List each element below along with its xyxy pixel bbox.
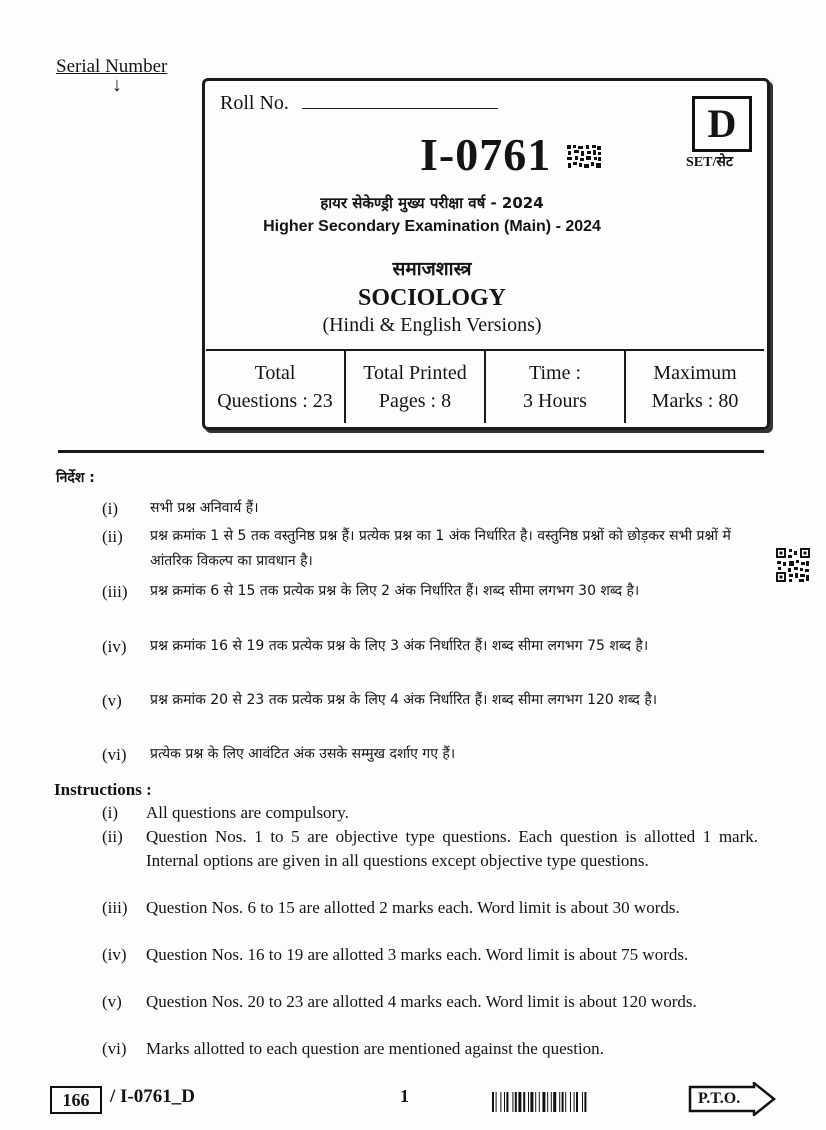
- stat-label: Maximum: [653, 362, 737, 384]
- set-label: SET/सेट: [686, 155, 733, 170]
- barcode-bar: [535, 1092, 536, 1112]
- set-letter-box: D: [692, 96, 752, 152]
- stat-label: Total Printed: [363, 362, 467, 384]
- english-instruction: Marks allotted to each question are mentioned against the question.: [146, 1039, 604, 1058]
- barcode-bar: [576, 1092, 578, 1112]
- exam-stats-row: [206, 349, 764, 423]
- item-number: (ii): [102, 827, 123, 846]
- footer-paper-code: / I-0761_D: [110, 1086, 195, 1107]
- hindi-instruction: प्रश्न क्रमांक 20 से 23 तक प्रत्येक प्रश्न के लिए 4 अंक निर्धारित हैं। शब्द सीमा लगभग 120 शब्द है।: [150, 692, 658, 708]
- barcode-bar: [582, 1092, 583, 1112]
- barcode-bar: [584, 1092, 586, 1112]
- barcode-bar: [496, 1092, 497, 1112]
- english-instruction: Question Nos. 20 to 23 are allotted 4 marks each. Word limit is about 120 words.: [146, 992, 697, 1011]
- subject-english: SOCIOLOGY: [357, 285, 507, 311]
- english-instruction: All questions are compulsory.: [146, 803, 349, 822]
- roll-no-field[interactable]: [302, 108, 498, 109]
- item-number: (iii): [102, 898, 128, 917]
- divider: [58, 450, 764, 453]
- hindi-instruction: प्रश्न क्रमांक 1 से 5 तक वस्तुनिष्ठ प्रश्न हैं। प्रत्येक प्रश्न का 1 अंक निर्धारित है। वस्तुनिष्ठ प्रश्नों को छोड़कर सभी प्रश्नों में आंतरिक विकल्प का प्रावधान है।: [150, 528, 731, 569]
- barcode-bar: [492, 1092, 494, 1112]
- serial-number-label: Serial Number: [56, 56, 168, 77]
- english-instruction: Question Nos. 1 to 5 are objective type questions. Each question is allotted 1 mark. Internal options are given in all questions except objective type questions.: [146, 827, 758, 870]
- stat-time: [484, 351, 624, 423]
- barcode-bar: [542, 1092, 545, 1112]
- barcode-bar: [530, 1092, 533, 1112]
- item-number: (iv): [102, 945, 127, 964]
- barcode-bar: [504, 1092, 505, 1112]
- paper-code: I-0761: [420, 129, 552, 180]
- exam-title-english: Higher Secondary Examination (Main) - 2024: [263, 218, 601, 235]
- subject-hindi: समाजशास्त्र: [392, 258, 472, 280]
- roll-no-label: Roll No.: [220, 92, 289, 114]
- hindi-instruction: प्रश्न क्रमांक 6 से 15 तक प्रत्येक प्रश्न के लिए 2 अंक निर्धारित हैं। शब्द सीमा लगभग 30 शब्द है।: [150, 583, 640, 599]
- stat-max-marks: [624, 351, 764, 423]
- barcode-icon: [492, 1092, 672, 1112]
- stat-value: Questions : 23: [217, 390, 333, 412]
- pto-label: P.T.O.: [698, 1090, 741, 1107]
- stat-value: Marks : 80: [651, 390, 739, 412]
- barcode-bar: [512, 1092, 513, 1112]
- item-number: (iii): [102, 582, 128, 601]
- hindi-instruction: सभी प्रश्न अनिवार्य हैं।: [150, 500, 259, 516]
- barcode-bar: [500, 1092, 501, 1112]
- footer-box-number: 166: [50, 1086, 102, 1114]
- item-number: (v): [102, 691, 122, 710]
- stat-total-pages: [344, 351, 484, 423]
- versions-note: (Hindi & English Versions): [322, 314, 542, 336]
- barcode-bar: [570, 1092, 571, 1112]
- barcode-bar: [518, 1092, 521, 1112]
- barcode-bar: [553, 1092, 556, 1112]
- item-number: (vi): [102, 1039, 127, 1058]
- item-number: (vi): [102, 745, 127, 764]
- stat-label: Total: [254, 362, 296, 384]
- item-number: (ii): [102, 527, 123, 546]
- english-instruction: Question Nos. 16 to 19 are allotted 3 marks each. Word limit is about 75 words.: [146, 945, 689, 964]
- barcode-bar: [551, 1092, 552, 1112]
- down-arrow-icon: ↓: [112, 74, 122, 96]
- barcode-bar: [515, 1092, 517, 1112]
- page-number: 1: [400, 1086, 409, 1106]
- stat-total-questions: [206, 351, 344, 423]
- hindi-instructions-heading: निर्देश :: [56, 470, 95, 486]
- stat-value: 3 Hours: [523, 390, 587, 412]
- qr-code-icon: [566, 144, 602, 170]
- item-number: (v): [102, 992, 122, 1011]
- hindi-instruction: प्रश्न क्रमांक 16 से 19 तक प्रत्येक प्रश्न के लिए 3 अंक निर्धारित हैं। शब्द सीमा लगभग 75 शब्द है।: [150, 638, 649, 654]
- exam-title-hindi: हायर सेकेण्ड्री मुख्य परीक्षा वर्ष - 2024: [320, 194, 544, 212]
- barcode-bar: [574, 1092, 575, 1112]
- barcode-bar: [523, 1092, 525, 1112]
- hindi-instruction: प्रत्येक प्रश्न के लिए आवंटित अंक उसके सम्मुख दर्शाए गए हैं।: [150, 746, 456, 762]
- stat-label: Time :: [528, 362, 582, 384]
- item-number: (i): [102, 499, 119, 518]
- item-number: (i): [102, 803, 119, 822]
- barcode-bar: [547, 1092, 548, 1112]
- stat-value: Pages : 8: [378, 390, 452, 412]
- barcode-bar: [559, 1092, 560, 1112]
- barcode-bar: [506, 1092, 508, 1112]
- barcode-bar: [528, 1092, 529, 1112]
- barcode-bar: [562, 1092, 564, 1112]
- barcode-bar: [539, 1092, 540, 1112]
- item-number: (iv): [102, 637, 127, 656]
- english-instructions-heading: Instructions :: [54, 780, 152, 799]
- barcode-bar: [565, 1092, 566, 1112]
- qr-code-icon: [776, 548, 810, 582]
- english-instruction: Question Nos. 6 to 15 are allotted 2 marks each. Word limit is about 30 words.: [146, 898, 680, 917]
